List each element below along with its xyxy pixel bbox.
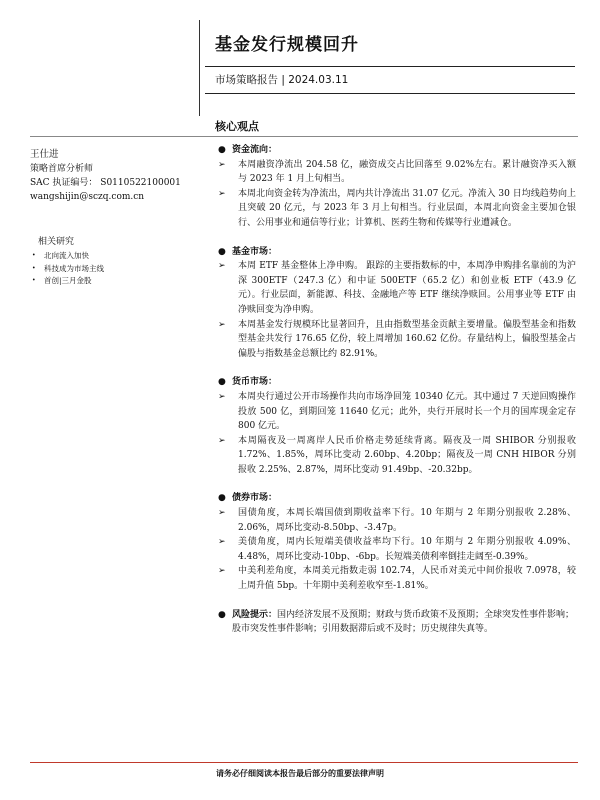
filled-circle-icon: ● xyxy=(218,246,226,257)
analyst-email[interactable]: wangshijin@sczq.com.cn xyxy=(30,192,145,202)
core-views-heading: 核心观点 xyxy=(215,120,259,133)
dot-icon: • xyxy=(32,252,36,259)
arrow-bullet-icon: ➢ xyxy=(218,566,226,577)
content-divider xyxy=(30,136,578,137)
analyst-role: 策略首席分析师 xyxy=(30,164,94,174)
section-bond-market xyxy=(218,491,576,593)
related-item[interactable]: • 首创|三月金股 xyxy=(32,275,104,288)
list-item: ➢ 本周央行通过公开市场操作共向市场净回笼 10340 亿元。其中通过 7 天逆回购操作投放 500 亿，到期回笼 11640 亿元；此外，央行开展时长一个月的国库现金定存 800 亿元。 xyxy=(218,390,576,434)
risk-label: 风险提示： xyxy=(232,609,278,620)
section-fund-market xyxy=(218,245,576,362)
related-item[interactable]: • 科技成为市场主线 xyxy=(32,263,104,276)
arrow-bullet-icon: ➢ xyxy=(218,391,226,402)
filled-circle-icon: ● xyxy=(218,493,226,504)
section-title: 货币市场： xyxy=(232,377,278,388)
related-research-list xyxy=(32,250,104,288)
analyst-name: 王仕进 xyxy=(30,149,59,160)
footer-rule xyxy=(30,762,578,763)
header-divider-top xyxy=(205,66,575,67)
list-item: ➢ 本周基金发行规模环比显著回升，且由指数型基金贡献主要增量。偏股型基金和指数型基金共发行 176.65 亿份，较上周增加 160.62 亿份。存量结构上，偏股型基金占偏股与指数基金总额比约 82.91%。 xyxy=(218,318,576,362)
arrow-bullet-icon: ➢ xyxy=(218,537,226,548)
arrow-bullet-icon: ➢ xyxy=(218,159,226,170)
section-title: 资金流向： xyxy=(232,145,278,155)
section-capital-flow xyxy=(218,143,576,231)
risk-text: 国内经济发展不及预期；财政与货币政策不及预期；全球突发性事件影响；股市突发性事件影响；引用数据滞后或不及时；历史规律失真等。 xyxy=(232,609,575,635)
arrow-bullet-icon: ➢ xyxy=(218,188,226,199)
list-item: ➢ 国债角度，本周长端国债到期收益率下行。10 年期与 2 年期分别报收 2.28%、2.06%，周环比变动-8.50bp、-3.47p。 xyxy=(218,506,576,535)
analyst-info xyxy=(30,148,200,204)
dot-icon: • xyxy=(32,277,36,284)
related-research-title: 相关研究 xyxy=(38,237,75,247)
list-item: ➢ 中美利差角度，本周美元指数走弱 102.74，人民币对美元中间价报收 7.0978，较上周升值 5bp。十年期中美利差收窄至-1.81%。 xyxy=(218,564,576,593)
report-subtitle: 市场策略报告 | 2024.03.11 xyxy=(215,74,349,86)
list-item: ➢ 本周 ETF 基金整体上净申购。 跟踪的主要指数标的中，本周净申购排名靠前的为沪深 300ETF（247.3 亿）和中证 500ETF（65.2 亿）和创业板 ETF（43.9 亿元）。行业层面，新能源、科技、金融地产等 ETF 继续净赎回。公用事业等 ETF 由净赎回变为净申购。 xyxy=(218,259,576,317)
header-vertical-rule xyxy=(199,20,200,116)
arrow-bullet-icon: ➢ xyxy=(218,435,226,446)
analyst-sac: SAC 执证编号： S0110522100001 xyxy=(30,178,181,188)
section-title: 基金市场： xyxy=(232,246,278,257)
list-item: ➢ 本周融资净流出 204.58 亿，融资成交占比回落至 9.02%左右。累计融资净买入额与 2023 年 1 月上旬相当。 xyxy=(218,158,576,187)
filled-circle-icon: ● xyxy=(218,377,226,388)
report-title: 基金发行规模回升 xyxy=(215,35,359,55)
filled-circle-icon: ● xyxy=(218,609,226,620)
core-views-content xyxy=(218,143,576,637)
filled-circle-icon: ● xyxy=(218,145,226,155)
arrow-bullet-icon: ➢ xyxy=(218,261,226,272)
related-item[interactable]: • 北向流入加快 xyxy=(32,250,104,263)
list-item: ➢ 本周北向资金转为净流出，周内共计净流出 31.07 亿元。净流入 30 日均线趋势向上且突破 20 亿元，与 2023 年 3 月上旬相当。行业层面，本周北向资金主要加仓银行、公用事业和通信等行业；计算机、医药生物和传媒等行业遭减仓。 xyxy=(218,187,576,231)
footer-disclaimer: 请务必仔细阅读本报告最后部分的重要法律声明 xyxy=(216,769,384,778)
section-title: 债券市场： xyxy=(232,493,278,504)
arrow-bullet-icon: ➢ xyxy=(218,319,226,330)
header-divider-bottom xyxy=(205,93,575,94)
list-item: ➢ 美债角度，周内长短端美债收益率均下行。10 年期与 2 年期分别报收 4.09%、4.48%，周环比变动-10bp、-6bp。长短端美债利率倒挂走阔至-0.39%。 xyxy=(218,535,576,564)
risk-warning xyxy=(218,608,576,637)
list-item: ➢ 本周隔夜及一周离岸人民币价格走势延续背离。隔夜及一周 SHIBOR 分别报收 1.72%、1.85%，周环比变动 2.60bp、4.20bp；隔夜及一周 CNH HIBOR 分别报收 2.25%、2.87%，周环比变动 91.49bp、-20.32bp。 xyxy=(218,434,576,478)
arrow-bullet-icon: ➢ xyxy=(218,508,226,519)
section-money-market xyxy=(218,375,576,477)
dot-icon: • xyxy=(32,264,36,272)
